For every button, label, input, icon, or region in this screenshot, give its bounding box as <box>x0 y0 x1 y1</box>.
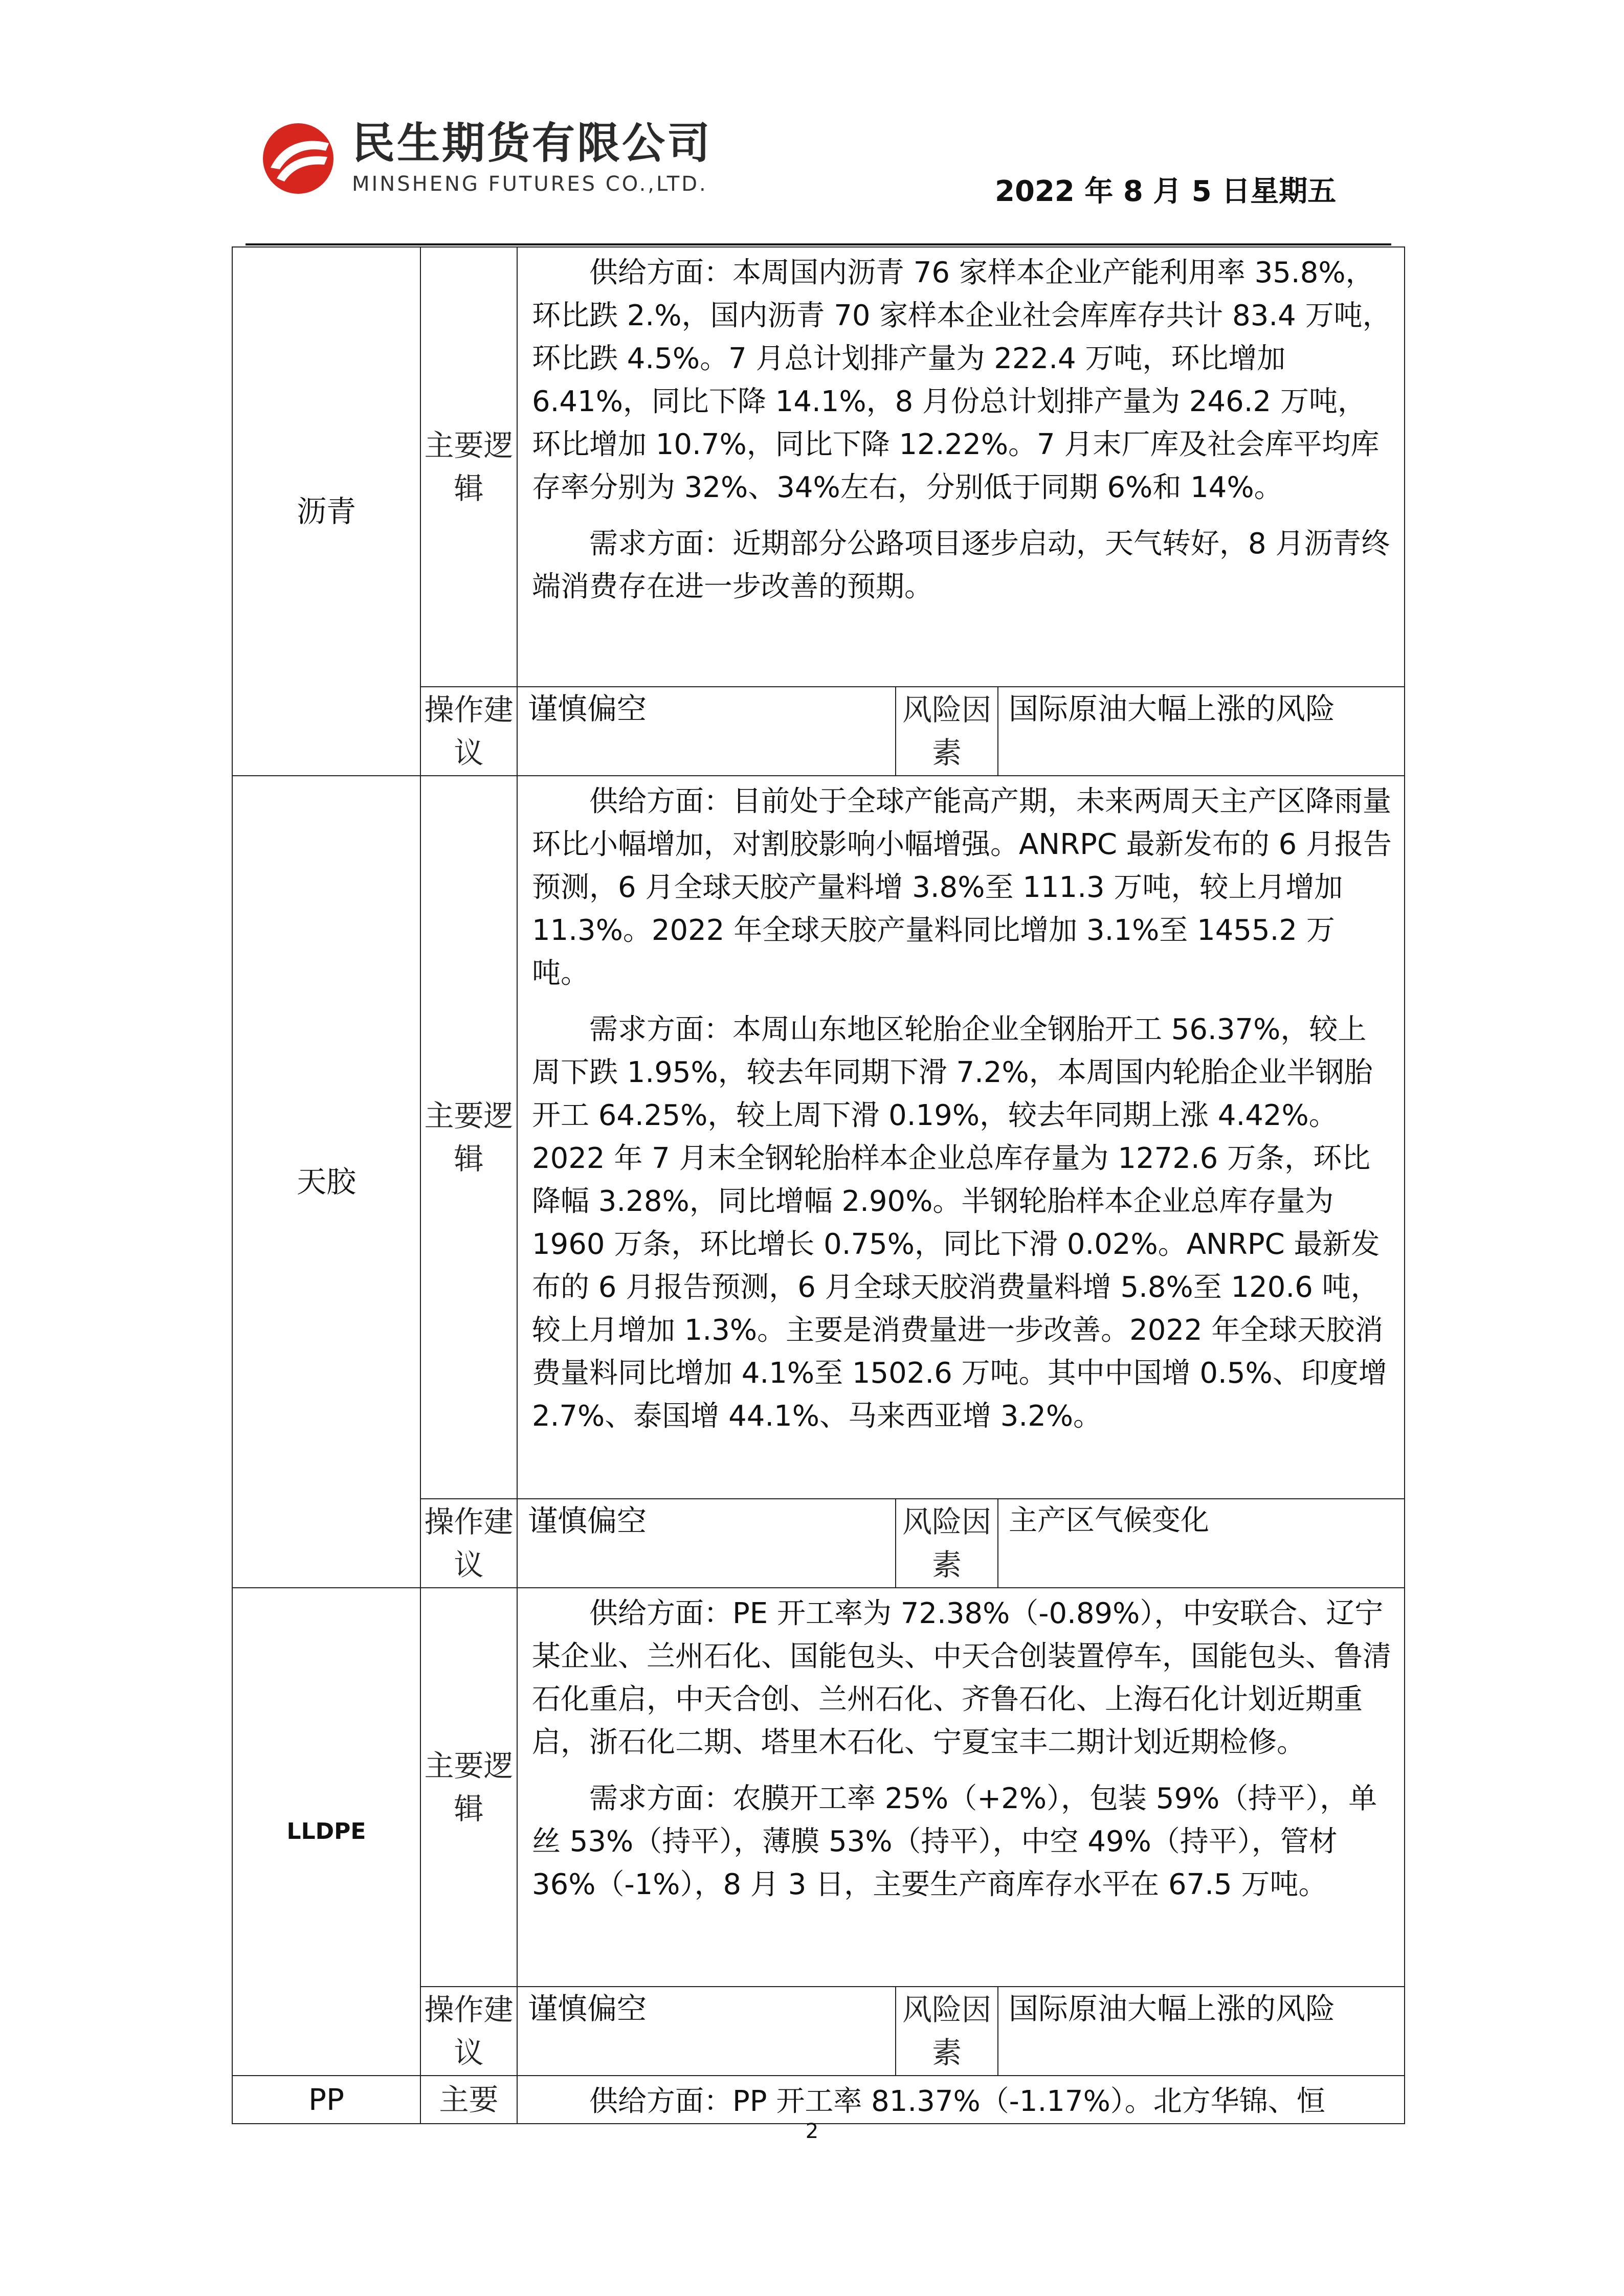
logic-label: 主要逻辑 <box>420 247 517 687</box>
logic-label: 主要逻辑 <box>420 776 517 1499</box>
risk-label: 风险因素 <box>896 687 998 776</box>
category-cell: 天胶 <box>232 776 420 1588</box>
op-label: 操作建议 <box>420 1499 517 1588</box>
logic-content <box>517 2076 1405 2124</box>
table-row <box>232 2076 1405 2124</box>
company-name-en: MINSHENG FUTURES CO.,LTD. <box>352 172 708 196</box>
logic-content <box>517 776 1405 1499</box>
risk-label: 风险因素 <box>896 1987 998 2076</box>
header-divider <box>246 243 1391 245</box>
report-date: 2022 年 8 月 5 日星期五 <box>995 175 1337 208</box>
logic-content <box>517 247 1405 687</box>
op-label: 操作建议 <box>420 687 517 776</box>
supply-paragraph: 供给方面：PE 开工率为 72.38%（-0.89%），中安联合、辽宁某企业、兰州石化、国能包头、中天合创装置停车，国能包头、鲁清石化重启，中天合创、兰州石化、齐鲁石化、上海石化计划近期重启，浙石化二期、塔里木石化、宁夏宝丰二期计划近期检修。 <box>532 1597 1391 1759</box>
minsheng-logo-icon <box>260 120 337 197</box>
commodity-table <box>232 246 1405 2124</box>
company-logo <box>260 115 771 207</box>
category-cell: 沥青 <box>232 247 420 776</box>
risk-label: 风险因素 <box>896 1499 998 1588</box>
logic-label: 主要逻辑 <box>420 1588 517 1987</box>
category-cell: PP <box>232 2076 420 2124</box>
table-row <box>232 247 1405 687</box>
page-number: 2 <box>805 2120 819 2143</box>
supply-paragraph: 供给方面：PP 开工率 81.37%（-1.17%）。北方华锦、恒 <box>589 2085 1325 2118</box>
category-cell: LLDPE <box>232 1588 420 2076</box>
risk-value: 国际原油大幅上涨的风险 <box>998 687 1405 776</box>
company-name-cn: 民生期货有限公司 <box>352 118 713 168</box>
table-row <box>232 1588 1405 1987</box>
supply-paragraph: 供给方面：本周国内沥青 76 家样本企业产能利用率 35.8%，环比跌 2.%，国内沥青 70 家样本企业社会库库存共计 83.4 万吨，环比跌 4.5%。7 月总计划排产量为 222.4 万吨，环比增加 6.41%，同比下降 14.1%，8 月份总计划排产量为 246.2 万吨，环比增加 10.7%，同比下降 12.22%。7 月末厂库及社会库平均库存率分别为 32%、34%左右，分别低于同期 6%和 14%。 <box>532 256 1391 504</box>
op-value: 谨慎偏空 <box>517 687 896 776</box>
demand-paragraph: 需求方面：农膜开工率 25%（+2%），包装 59%（持平），单丝 53%（持平），薄膜 53%（持平），中空 49%（持平），管材 36%（-1%），8 月 3 日，主要生产商库存水平在 67.5 万吨。 <box>532 1782 1377 1901</box>
risk-value: 主产区气候变化 <box>998 1499 1405 1588</box>
op-label: 操作建议 <box>420 1987 517 2076</box>
logic-content <box>517 1588 1405 1987</box>
op-value: 谨慎偏空 <box>517 1987 896 2076</box>
table-row <box>232 776 1405 1499</box>
demand-paragraph: 需求方面：近期部分公路项目逐步启动，天气转好，8 月沥青终端消费存在进一步改善的预期。 <box>532 527 1390 603</box>
demand-paragraph: 需求方面：本周山东地区轮胎企业全钢胎开工 56.37%，较上周下跌 1.95%，较去年同期下滑 7.2%，本周国内轮胎企业半钢胎开工 64.25%，较上周下滑 0.19%，较去年同期上涨 4.42%。2022 年 7 月末全钢轮胎样本企业总库存量为 1272.6 万条，环比降幅 3.28%，同比增幅 2.90%。半钢轮胎样本企业总库存量为 1960 万条，环比增长 0.75%，同比下滑 0.02%。ANRPC 最新发布的 6 月报告预测，6 月全球天胶消费量料增 5.8%至 120.6 吨，较上月增加 1.3%。主要是消费量进一步改善。2022 年全球天胶消费量料同比增加 4.1%至 1502.6 万吨。其中中国增 0.5%、印度增 2.7%、泰国增 44.1%、马来西亚增 3.2%。 <box>532 1013 1387 1433</box>
risk-value: 国际原油大幅上涨的风险 <box>998 1987 1405 2076</box>
supply-paragraph: 供给方面：目前处于全球产能高产期，未来两周天主产区降雨量环比小幅增加，对割胶影响小幅增强。ANRPC 最新发布的 6 月报告预测，6 月全球天胶产量料增 3.8%至 111.3 万吨，较上月增加 11.3%。2022 年全球天胶产量料同比增加 3.1%至 1455.2 万吨。 <box>532 785 1392 990</box>
op-value: 谨慎偏空 <box>517 1499 896 1588</box>
logic-label: 主要 <box>420 2076 517 2124</box>
